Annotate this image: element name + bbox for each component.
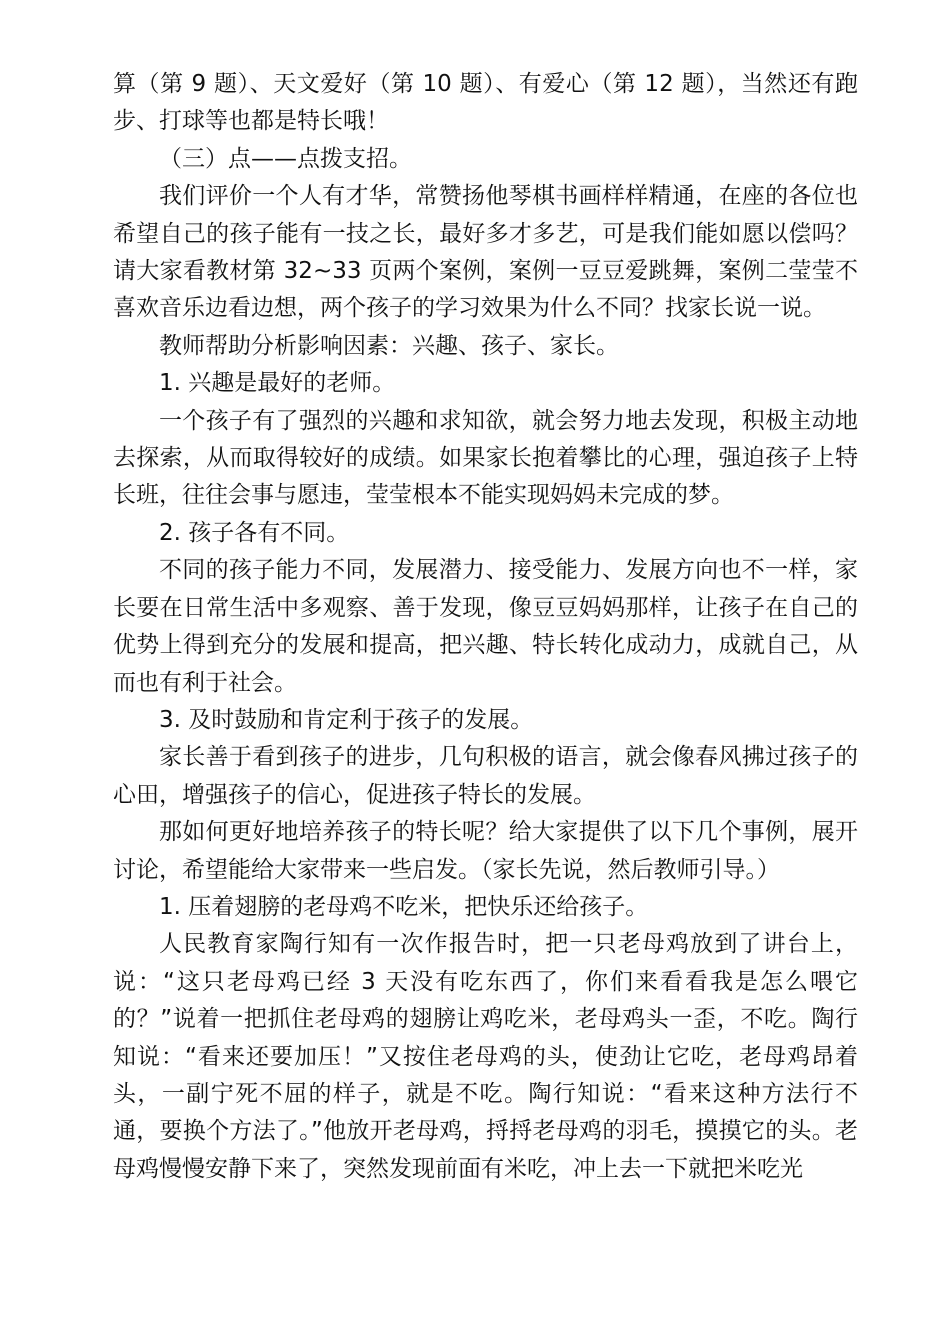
paragraph-8: 不同的孩子能力不同，发展潜力、接受能力、发展方向也不一样，家长要在日常生活中多观察、善于发现，像豆豆妈妈那样，让孩子在自己的优势上得到充分的发展和提高，把兴趣、特长转化成动力，成就自己，从而也有利于社会。: [113, 557, 858, 696]
paragraph-6: 一个孩子有了强烈的兴趣和求知欲，就会努力地去发现，积极主动地去探索，从而取得较好的成绩。如果家长抱着攀比的心理，强迫孩子上特长班，往往会事与愿违，莹莹根本不能实现妈妈未完成的梦。: [113, 407, 858, 509]
list-item-hen: 1. 压着翅膀的老母鸡不吃米，把快乐还给孩子。: [159, 893, 649, 920]
paragraph-10: 家长善于看到孩子的进步，几句积极的语言，就会像春风拂过孩子的心田，增强孩子的信心，促进孩子特长的发展。: [113, 744, 858, 808]
paragraph-13: 人民教育家陶行知有一次作报告时，把一只老母鸡放到了讲台上，说：“这只老母鸡已经 3 天没有吃东西了，你们来看看我是怎么喂它的？”说着一把抓住老母鸡的翅膀让鸡吃米，老母鸡头一歪，不吃。陶行知说：“看来还要加压！”又按住老母鸡的头，使劲让它吃，老母鸡昂着头，一副宁死不屈的样子，就是不吃。陶行知说：“看来这种方法行不通，要换个方法了。”他放开老母鸡，捋捋老母鸡的羽毛，摸摸它的头。老母鸡慢慢安静下来了，突然发现前面有米吃，冲上去一下就把米吃光: [113, 931, 858, 1182]
paragraph-1: 算（第 9 题）、天文爱好（第 10 题）、有爱心（第 12 题），当然还有跑步、打球等也都是特长哦！: [113, 71, 858, 135]
paragraph-11: 那如何更好地培养孩子的特长呢？给大家提供了以下几个事例，展开讨论，希望能给大家带来一些启发。（家长先说，然后教师引导。）: [113, 819, 858, 883]
paragraph-4: 教师帮助分析影响因素：兴趣、孩子、家长。: [159, 332, 619, 359]
paragraph-3: 我们评价一个人有才华，常赞扬他琴棋书画样样精通，在座的各位也希望自己的孩子能有一技之长，最好多才多艺，可是我们能如愿以偿吗？请大家看教材第 32~33 页两个案例，案例一豆豆爱跳舞，案例二莹莹不喜欢音乐边看边想，两个孩子的学习效果为什么不同？找家长说一说。: [113, 183, 858, 322]
section-heading-3: （三）点——点拨支招。: [159, 145, 412, 172]
document-page: [113, 66, 858, 1188]
list-item-children: 2. 孩子各有不同。: [159, 519, 350, 546]
list-item-interest: 1. 兴趣是最好的老师。: [159, 370, 396, 397]
list-item-encouragement: 3. 及时鼓励和肯定利于孩子的发展。: [159, 706, 534, 733]
